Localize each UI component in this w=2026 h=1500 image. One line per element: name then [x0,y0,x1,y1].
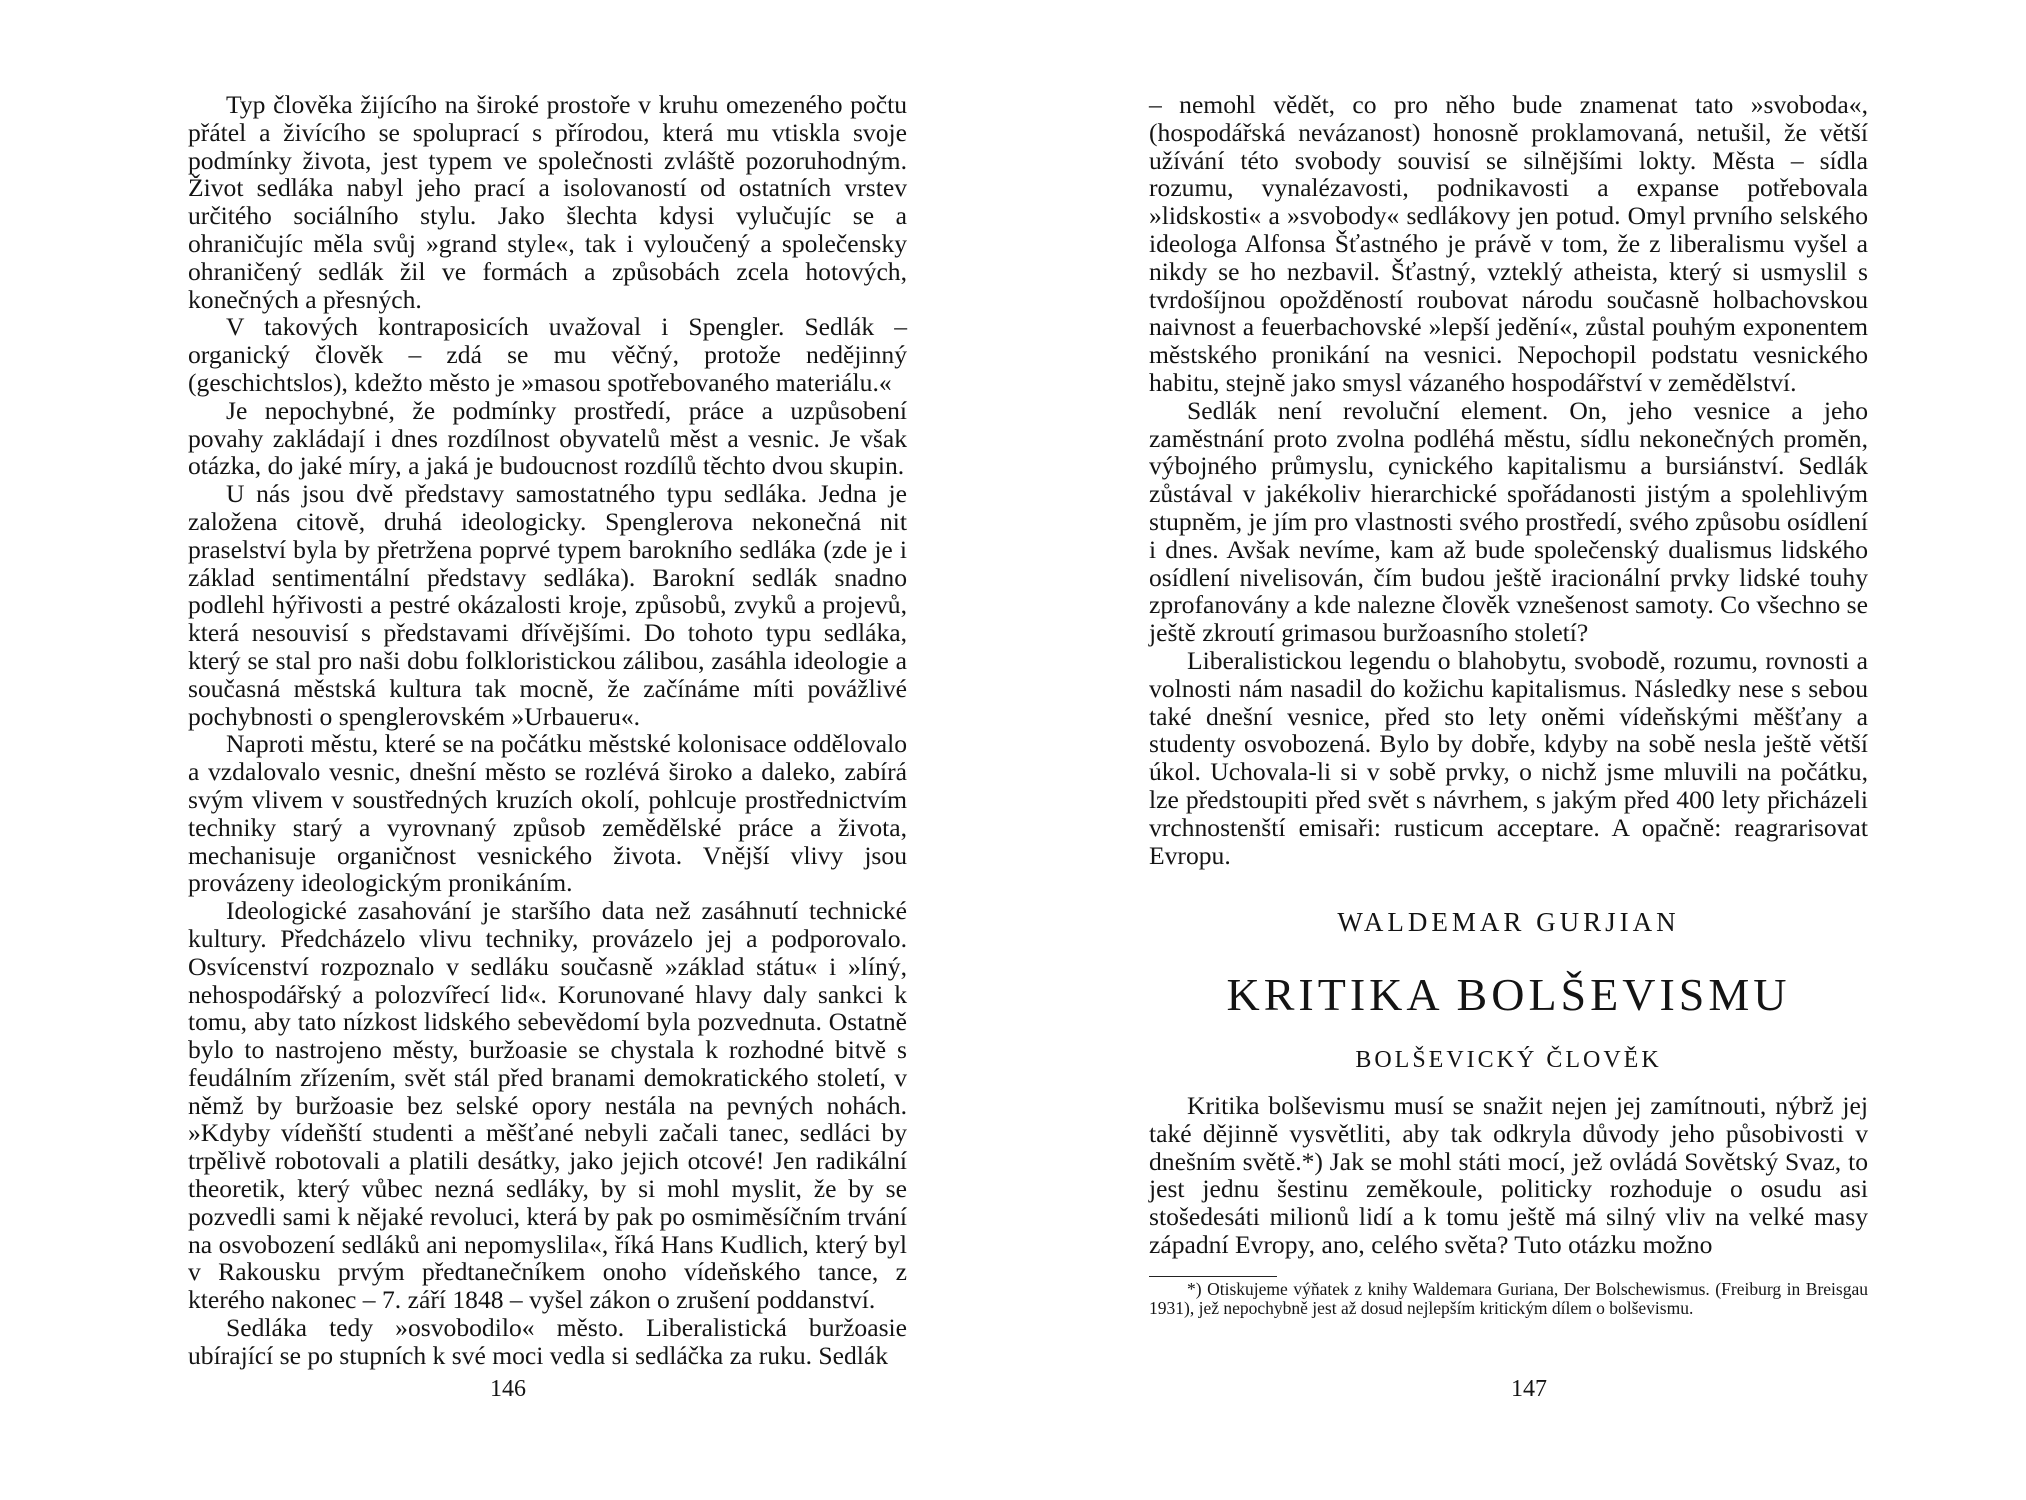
paragraph: – nemohl vědět, co pro něho bude znamenat tato »svoboda«, (hospodářská nevázanost) honosně proklamovaná, netušil, že větší užívání této svobody souvisí se silnějšími lokty. Města – sídla rozumu, vynalézavosti, podnikavosti a expanse potřebovala »lidskosti« a »svobody« sedlákovy jen potud. Omyl prvního selského ideologa Alfonsa Šťastného je právě v tom, že z liberalismu vyšel a nikdy se ho nezbavil. Šťastný, vzteklý atheista, který si usmyslil s tvrdošíjnou opožděností roubovat národu současně holbachovskou naivnost a feuerbachovské »lepší jedění«, zůstal pouhým exponentem městského pronikání na vesnici. Nepochopil podstatu vesnického habitu, stejně jako smysl vázaného hospodářství v zemědělství. [1149,90,1868,397]
paragraph: U nás jsou dvě představy samostatného typu sedláka. Jedna je založena citově, druhá ideologicky. Spenglerova nekonečná nit praselství byla by přetržena poprvé typem barokního sedláka (zde je i základ sentimentální představy sedláka). Barokní sedlák snadno podlehl hýřivosti a pestré okázalosti kroje, způsobů, zvyků a projevů, která nesouvisí s představami dřívějšími. Do tohoto typu sedláka, který se stal pro naši dobu folkloristickou zálibou, zasáhla ideologie a současná městská kultura tak mocně, že začínáme míti povážlivé pochybnosti o spenglerovském »Urbaueru«. [188,479,907,731]
article-subtitle: BOLŠEVICKÝ ČLOVĚK [1355,1047,1662,1073]
paragraph: Je nepochybné, že podmínky prostředí, práce a uzpůsobení povahy zakládají i dnes rozdílnost obyvatelů měst a vesnic. Je však otázka, do jaké míry, a jaká je budoucnost rozdílů těchto dvou skupin. [188,395,907,481]
footnote-text: *) Otiskujeme výňatek z knihy Waldemara Guriana, Der Bolschewismus. (Freiburg in Breisgau 1931), jež nepochybně jest až dosud nejlepším kritickým dílem o bolševismu. [1149,1279,1868,1318]
article-author: WALDEMAR GURJIAN [1337,907,1680,937]
right-page-body [1149,91,1868,869]
page-number: 147 [1511,1376,1547,1402]
paragraph: V takových kontraposicích uvažoval i Spengler. Sedlák – organický člověk – zdá se mu věčný, protože nedějinný (geschichtslos), kdežto město je »masou spotřebovaného materiálu.« [188,312,907,397]
paragraph: Kritika bolševismu musí se snažit nejen jej zamítnouti, nýbrž jej také dějinně vysvětliti, aby tak odkryla důvody jeho působivosti v dnešním světě.*) Jak se mohl státi mocí, jež ovládá Sovětský Svaz, to jest jednu šestinu zeměkoule, politicky rozhoduje o osudu asi stošedesáti milionů lidí a k tomu ještě má silný vliv na velké masy západní Evropy, ano, celého světa? Tuto otázku možno [1149,1091,1868,1259]
article-title: KRITIKA BOLŠEVISMU [1226,969,1791,1020]
paragraph: Naproti městu, které se na počátku městské kolonisace oddělovalo a vzdalovalo vesnic, dnešní město se rozlévá široko a daleko, zabírá svým vlivem v soustředných kruzích okolí, pohlcuje prostřednictvím techniky starý a vyrovnaný způsob zemědělské práce a života, mechanisuje organičnost vesnického života. Vnější vlivy jsou provázeny ideologickým pronikáním. [188,729,907,898]
page-number: 146 [490,1376,526,1402]
paragraph: Sedlák není revoluční element. On, jeho vesnice a jeho zaměstnání proto zvolna podléhá městu, sídlu nekonečných proměn, výbojného průmyslu, cynického kapitalismu a bursiánství. Sedlák zůstával v jakékoliv hierarchické spořádanosti jistým a spolehlivým stupněm, je jím pro vlastnosti svého prostředí, svého způsobu osídlení i dnes. Avšak nevíme, kam až bude společenský dualismus lidského osídlení nivelisován, čím budou ještě iracionální prvky lidské touhy zprofanovány a kde nalezne člověk vznešenost samoty. Co všechno se ještě zkroutí grimasou buržoasního století? [1149,395,1868,648]
article-body [1149,1092,1868,1259]
paragraph: Ideologické zasahování je staršího data než zasáhnutí technické kultury. Předcházelo vlivu techniky, provázelo jej a podporovalo. Osvícenství rozpoznalo v sedláku současně »základ státu« i »líný, nehospodářský a polozvířecí lid«. Korunované hlavy daly sankci k tomu, aby tato nízkost lidského sebevědomí byla pozvednuta. Ostatně bylo to nastrojeno městy, buržoasie se chystala k rozhodné bitvě s feudálním zřízením, svět stál před branami demokratického století, v němž by buržoasie bez selské opory nestála na pevných nohách. »Kdyby vídeňští studenti a měšťané nebyli začali tanec, sedláci by trpělivě robotovali a platili desátky, jako jejich otcové! Jen radikální theoretik, který vůbec nezná sedláky, by si mohl myslit, že by se pozvedli sami k nějaké revoluci, která by pak po osmiměsíčním trvání na osvobození sedláků ani nepomyslila«, říká Hans Kudlich, který byl v Rakousku prvým předtanečníkem onoho vídeňského tance, z kterého nakonec – 7. září 1848 – vyšel zákon o zrušení poddanství. [188,896,907,1315]
footnote-divider [1149,1276,1277,1277]
right-page [1013,0,2026,1500]
left-page-body [188,91,907,1370]
paragraph: Liberalistickou legendu o blahobytu, svobodě, rozumu, rovnosti a volnosti nám nasadil do kožichu kapitalismus. Následky nese s sebou také dnešní vesnice, před sto lety oněmi vídeňskými měšťany a studenty osvobozená. Bylo by dobře, kdyby na sobě nesla ještě větší úkol. Uchovala-li si v sobě prvky, o nichž jsme mluvili na počátku, lze předstoupiti před svět s návrhem, s jakým před 400 lety přicházeli vrchnostenští emisaři: rusticum acceptare. A opačně: reagrarisovat Evropu. [1149,645,1868,870]
paragraph: Typ člověka žijícího na široké prostoře v kruhu omezeného počtu přátel a živícího se spoluprací s přírodou, která mu vtiskla svoje podmínky života, jest typem ve společnosti zvláště pozoruhodným. Život sedláka nabyl jeho prací a isolovaností od ostatních vrstev určitého sociálního stylu. Jako šlechta kdysi vylučujíc se a ohraničujíc měla svůj »grand style«, tak i vyloučený a společensky ohraničený sedlák žil ve formách a způsobách zcela hotových, konečných a přesných. [188,90,907,314]
paragraph: Sedláka tedy »osvobodilo« město. Liberalistická buržoasie ubírající se po stupních k své moci vedla si sedláčka za ruku. Sedlák [188,1313,907,1370]
footnote [1149,1280,1868,1318]
